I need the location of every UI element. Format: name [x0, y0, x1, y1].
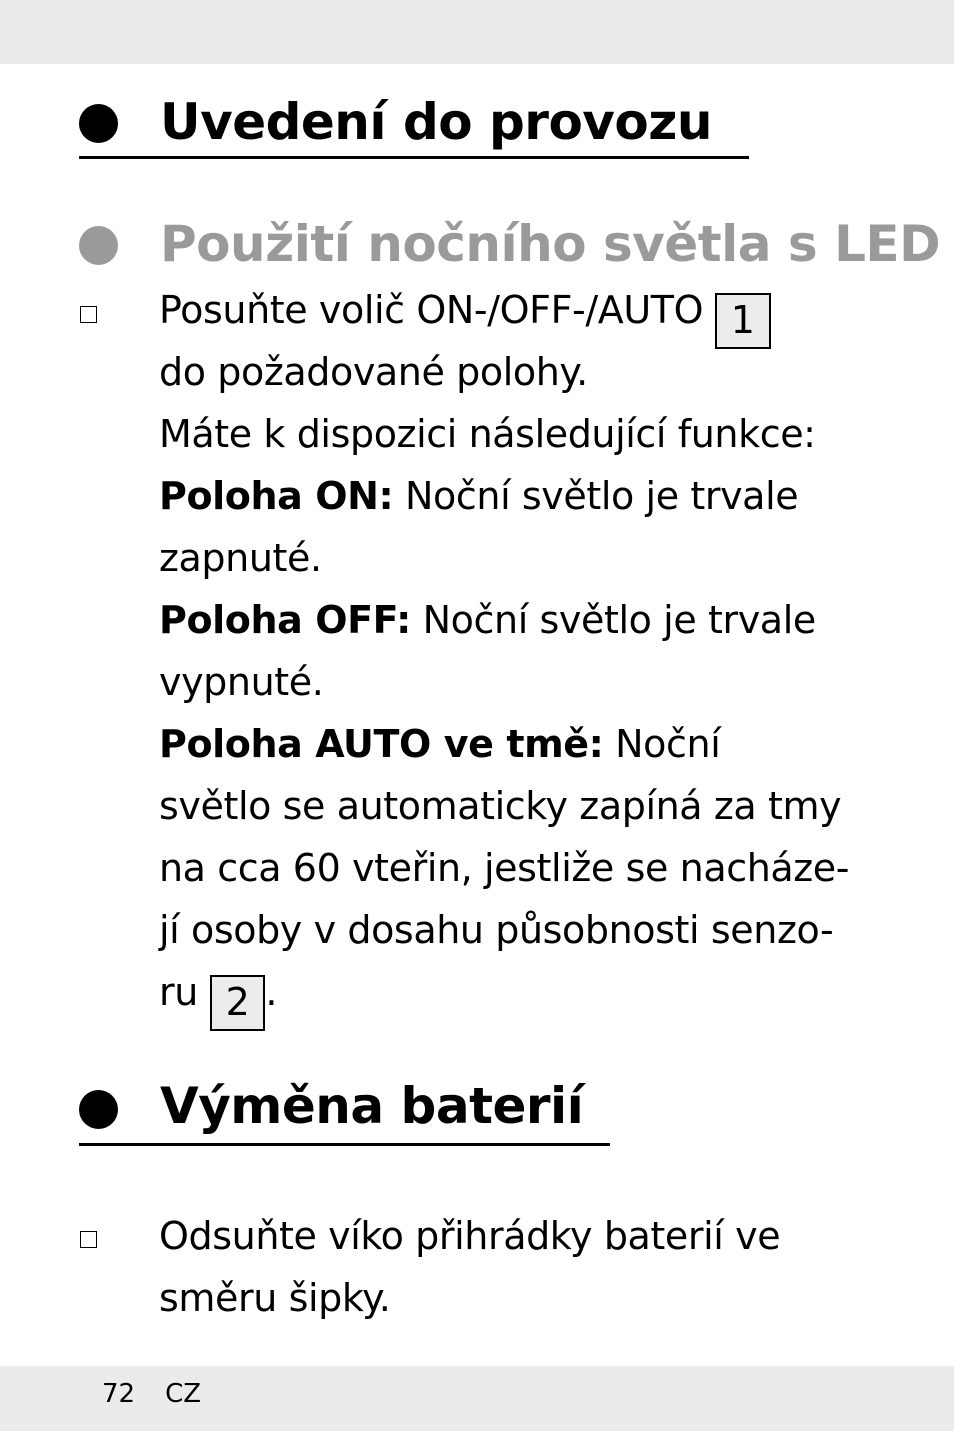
reference-number-box: 1	[715, 293, 771, 349]
mode-label: Poloha ON:	[159, 474, 394, 518]
text-line: světlo se automaticky zapíná za tmy	[159, 784, 842, 828]
heading-title: Použití nočního světla s LED	[160, 215, 941, 273]
top-band	[0, 0, 954, 64]
heading-underline	[79, 156, 749, 159]
checkbox-bullet-icon	[80, 306, 97, 323]
heading-title: Výměna baterií	[160, 1077, 584, 1135]
mode-label: Poloha AUTO ve tmě:	[159, 722, 604, 766]
heading-bullet-dot	[79, 226, 118, 265]
text-line: Máte k dispozici následující funkce:	[159, 412, 816, 456]
heading-title: Uvedení do provozu	[160, 93, 712, 151]
text-line: Posuňte volič ON-/OFF-/AUTO 1	[159, 279, 889, 341]
mode-label: Poloha OFF:	[159, 598, 411, 642]
reference-number-box: 2	[210, 975, 266, 1031]
mode-off-line: Poloha OFF: Noční světlo je trvale	[159, 598, 816, 642]
battery-instructions	[159, 1205, 889, 1329]
checkbox-bullet-icon	[80, 1231, 97, 1248]
text-line: na cca 60 vteřin, jestliže se nacháze-	[159, 846, 850, 890]
text-line: zapnuté.	[159, 536, 322, 580]
text-line: jí osoby v dosahu působnosti senzo-	[159, 908, 834, 952]
heading-bullet-dot	[79, 104, 118, 143]
page-footer	[102, 1378, 201, 1410]
text-line: vypnuté.	[159, 660, 324, 704]
text-line: ru 2 .	[159, 961, 889, 1023]
text-line: Odsuňte víko přihrádky baterií ve	[159, 1214, 781, 1258]
text-line: směru šipky.	[159, 1276, 391, 1320]
mode-on-line: Poloha ON: Noční světlo je trvale	[159, 474, 799, 518]
heading-bullet-dot	[79, 1090, 118, 1129]
night-light-instructions	[159, 279, 889, 1023]
page-number: 72	[102, 1379, 136, 1409]
mode-auto-line: Poloha AUTO ve tmě: Noční	[159, 722, 721, 766]
language-code: CZ	[165, 1379, 202, 1409]
text-line: do požadované polohy.	[159, 350, 588, 394]
heading-underline	[79, 1143, 610, 1146]
